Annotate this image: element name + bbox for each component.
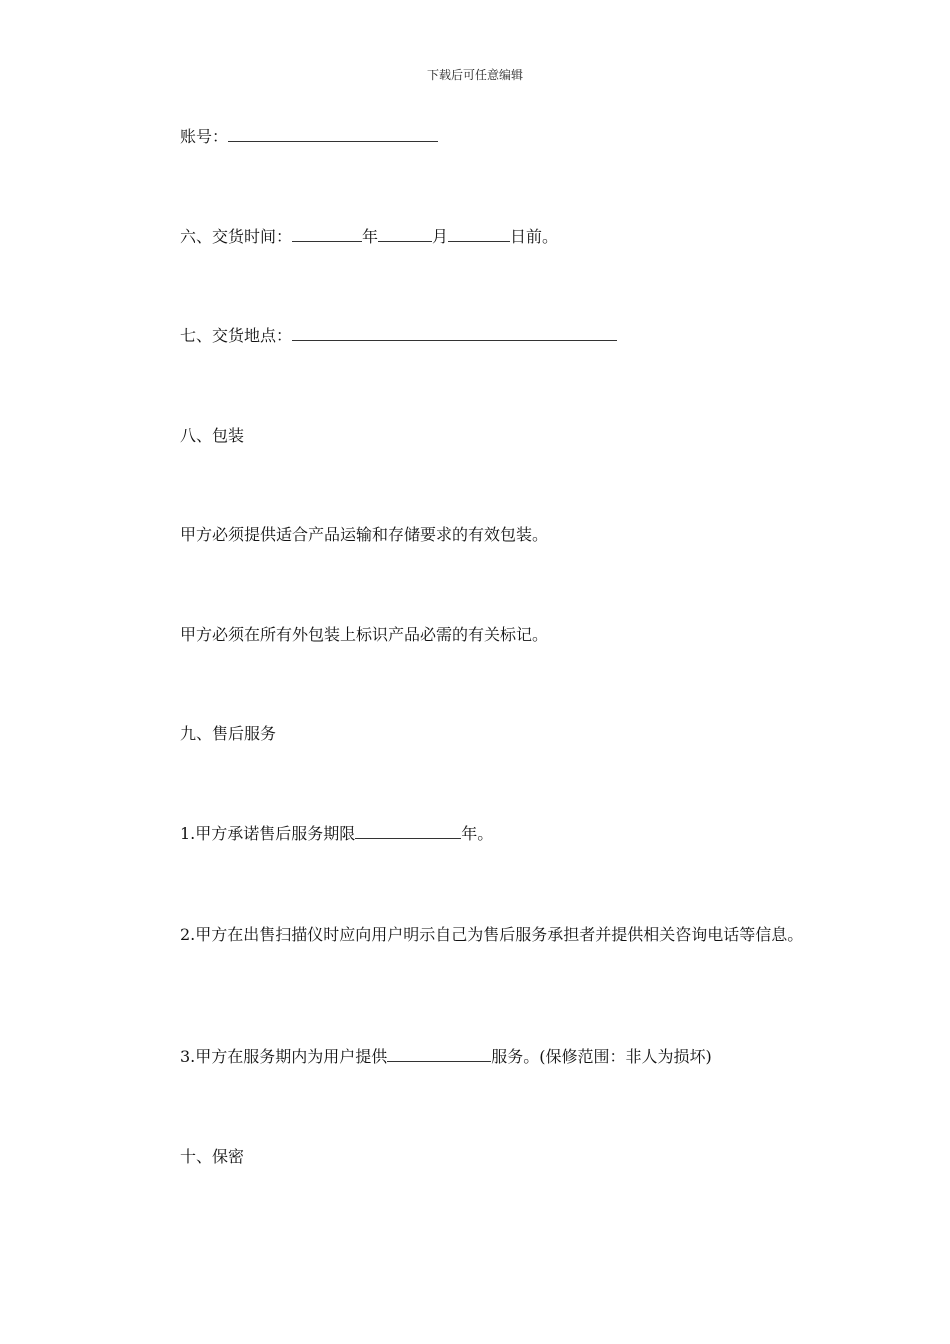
year-label: 年: [362, 227, 379, 246]
delivery-place-label: 七、交货地点：: [180, 326, 293, 345]
day-suffix: 日前。: [510, 227, 559, 246]
item3-prefix: 3.甲方在服务期内为用户提供: [180, 1047, 388, 1066]
delivery-day-blank[interactable]: [448, 227, 510, 242]
month-label: 月: [432, 227, 449, 246]
delivery-year-blank[interactable]: [292, 227, 362, 242]
delivery-place-line: [180, 325, 617, 347]
item1-prefix: 1.甲方承诺售后服务期限: [180, 824, 356, 843]
packaging-paragraph-1: 甲方必须提供适合产品运输和存储要求的有效包装。: [180, 525, 549, 544]
page-header: 下载后可任意编辑: [426, 68, 523, 82]
packaging-heading: 八、包装: [180, 426, 245, 445]
after-sales-heading: 九、售后服务: [180, 724, 277, 743]
packaging-paragraph-2: 甲方必须在所有外包装上标识产品必需的有关标记。: [180, 625, 549, 644]
service-years-blank[interactable]: [355, 824, 461, 839]
after-sales-item-3: [180, 1046, 712, 1068]
delivery-place-blank[interactable]: [292, 326, 617, 341]
delivery-time-line: [180, 226, 558, 248]
account-label: 账号：: [180, 127, 229, 146]
account-line: [180, 126, 438, 148]
confidentiality-heading: 十、保密: [180, 1147, 245, 1166]
service-type-blank[interactable]: [387, 1047, 491, 1062]
item1-suffix: 年。: [461, 824, 494, 843]
item3-suffix: 服务。(保修范围：非人为损坏): [491, 1047, 712, 1066]
after-sales-item-1: [180, 823, 493, 845]
after-sales-item-2: 2.甲方在出售扫描仪时应向用户明示自己为售后服务承担者并提供相关咨询电话等信息。: [180, 925, 804, 944]
account-blank[interactable]: [228, 127, 438, 142]
delivery-month-blank[interactable]: [378, 227, 432, 242]
delivery-time-label: 六、交货时间：: [180, 227, 293, 246]
